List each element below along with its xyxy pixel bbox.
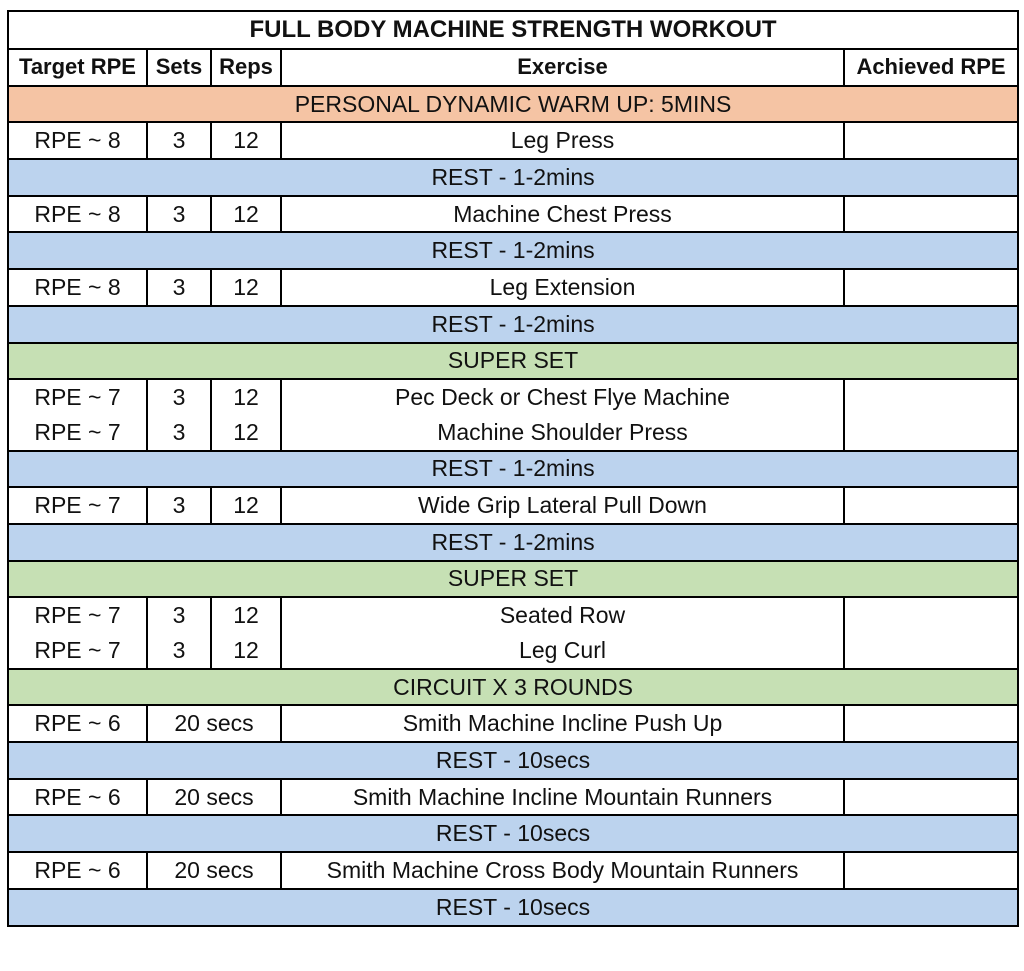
- exercise-cell[interactable]: Leg Press: [281, 122, 844, 159]
- rpe-cell[interactable]: RPE ~ 7: [8, 379, 147, 415]
- achieved-rpe-cell[interactable]: [844, 852, 1018, 889]
- sets-cell[interactable]: 3: [147, 379, 211, 415]
- table-row: [8, 122, 1018, 159]
- sets-cell[interactable]: 3: [147, 487, 211, 524]
- table-row: [8, 633, 1018, 669]
- sets-cell[interactable]: 3: [147, 415, 211, 451]
- header-sets: Sets: [147, 49, 211, 86]
- rest-row: REST - 10secs: [8, 815, 1018, 852]
- rest-row: REST - 1-2mins: [8, 524, 1018, 561]
- reps-cell[interactable]: 12: [211, 196, 281, 233]
- exercise-cell[interactable]: Leg Curl: [281, 633, 844, 669]
- reps-cell[interactable]: 12: [211, 633, 281, 669]
- rpe-cell[interactable]: RPE ~ 7: [8, 597, 147, 633]
- duration-cell[interactable]: 20 secs: [147, 705, 281, 742]
- exercise-cell[interactable]: Smith Machine Cross Body Mountain Runners: [281, 852, 844, 889]
- achieved-rpe-cell[interactable]: [844, 633, 1018, 669]
- achieved-rpe-cell[interactable]: [844, 487, 1018, 524]
- rpe-cell[interactable]: RPE ~ 6: [8, 705, 147, 742]
- achieved-rpe-cell[interactable]: [844, 196, 1018, 233]
- rpe-cell[interactable]: RPE ~ 6: [8, 779, 147, 816]
- table-row: [8, 852, 1018, 889]
- table-row: [8, 705, 1018, 742]
- header-achieved-rpe: Achieved RPE: [844, 49, 1018, 86]
- achieved-rpe-cell[interactable]: [844, 122, 1018, 159]
- exercise-cell[interactable]: Leg Extension: [281, 269, 844, 306]
- rest-row: REST - 10secs: [8, 742, 1018, 779]
- reps-cell[interactable]: 12: [211, 597, 281, 633]
- super-set-row: SUPER SET: [8, 343, 1018, 380]
- table-row: [8, 415, 1018, 451]
- table-row: [8, 779, 1018, 816]
- achieved-rpe-cell[interactable]: [844, 705, 1018, 742]
- header-target-rpe: Target RPE: [8, 49, 147, 86]
- exercise-cell[interactable]: Machine Chest Press: [281, 196, 844, 233]
- table-row: [8, 269, 1018, 306]
- header-row: [8, 49, 1018, 86]
- sets-cell[interactable]: 3: [147, 633, 211, 669]
- table-row: [8, 196, 1018, 233]
- sets-cell[interactable]: 3: [147, 597, 211, 633]
- reps-cell[interactable]: 12: [211, 487, 281, 524]
- reps-cell[interactable]: 12: [211, 269, 281, 306]
- table-row: [8, 379, 1018, 415]
- exercise-cell[interactable]: Smith Machine Incline Mountain Runners: [281, 779, 844, 816]
- reps-cell[interactable]: 12: [211, 379, 281, 415]
- achieved-rpe-cell[interactable]: [844, 379, 1018, 415]
- super-set-row: SUPER SET: [8, 561, 1018, 598]
- rpe-cell[interactable]: RPE ~ 6: [8, 852, 147, 889]
- rpe-cell[interactable]: RPE ~ 7: [8, 415, 147, 451]
- rest-row: REST - 1-2mins: [8, 232, 1018, 269]
- workout-sheet: [7, 10, 1017, 927]
- sets-cell[interactable]: 3: [147, 196, 211, 233]
- exercise-cell[interactable]: Smith Machine Incline Push Up: [281, 705, 844, 742]
- rpe-cell[interactable]: RPE ~ 8: [8, 269, 147, 306]
- achieved-rpe-cell[interactable]: [844, 415, 1018, 451]
- rest-row: REST - 1-2mins: [8, 159, 1018, 196]
- duration-cell[interactable]: 20 secs: [147, 779, 281, 816]
- header-reps: Reps: [211, 49, 281, 86]
- achieved-rpe-cell[interactable]: [844, 779, 1018, 816]
- table-row: [8, 597, 1018, 633]
- rpe-cell[interactable]: RPE ~ 8: [8, 122, 147, 159]
- rest-row: REST - 10secs: [8, 889, 1018, 926]
- rpe-cell[interactable]: RPE ~ 7: [8, 633, 147, 669]
- reps-cell[interactable]: 12: [211, 122, 281, 159]
- achieved-rpe-cell[interactable]: [844, 269, 1018, 306]
- table-row: [8, 487, 1018, 524]
- sets-cell[interactable]: 3: [147, 122, 211, 159]
- sheet-title: FULL BODY MACHINE STRENGTH WORKOUT: [8, 11, 1018, 49]
- exercise-cell[interactable]: Pec Deck or Chest Flye Machine: [281, 379, 844, 415]
- circuit-row: CIRCUIT X 3 ROUNDS: [8, 669, 1018, 706]
- achieved-rpe-cell[interactable]: [844, 597, 1018, 633]
- reps-cell[interactable]: 12: [211, 415, 281, 451]
- rpe-cell[interactable]: RPE ~ 8: [8, 196, 147, 233]
- header-exercise: Exercise: [281, 49, 844, 86]
- rpe-cell[interactable]: RPE ~ 7: [8, 487, 147, 524]
- exercise-cell[interactable]: Machine Shoulder Press: [281, 415, 844, 451]
- sets-cell[interactable]: 3: [147, 269, 211, 306]
- workout-table: [7, 10, 1019, 927]
- exercise-cell[interactable]: Wide Grip Lateral Pull Down: [281, 487, 844, 524]
- rest-row: REST - 1-2mins: [8, 451, 1018, 488]
- rest-row: REST - 1-2mins: [8, 306, 1018, 343]
- warmup-row: PERSONAL DYNAMIC WARM UP: 5MINS: [8, 86, 1018, 123]
- exercise-cell[interactable]: Seated Row: [281, 597, 844, 633]
- duration-cell[interactable]: 20 secs: [147, 852, 281, 889]
